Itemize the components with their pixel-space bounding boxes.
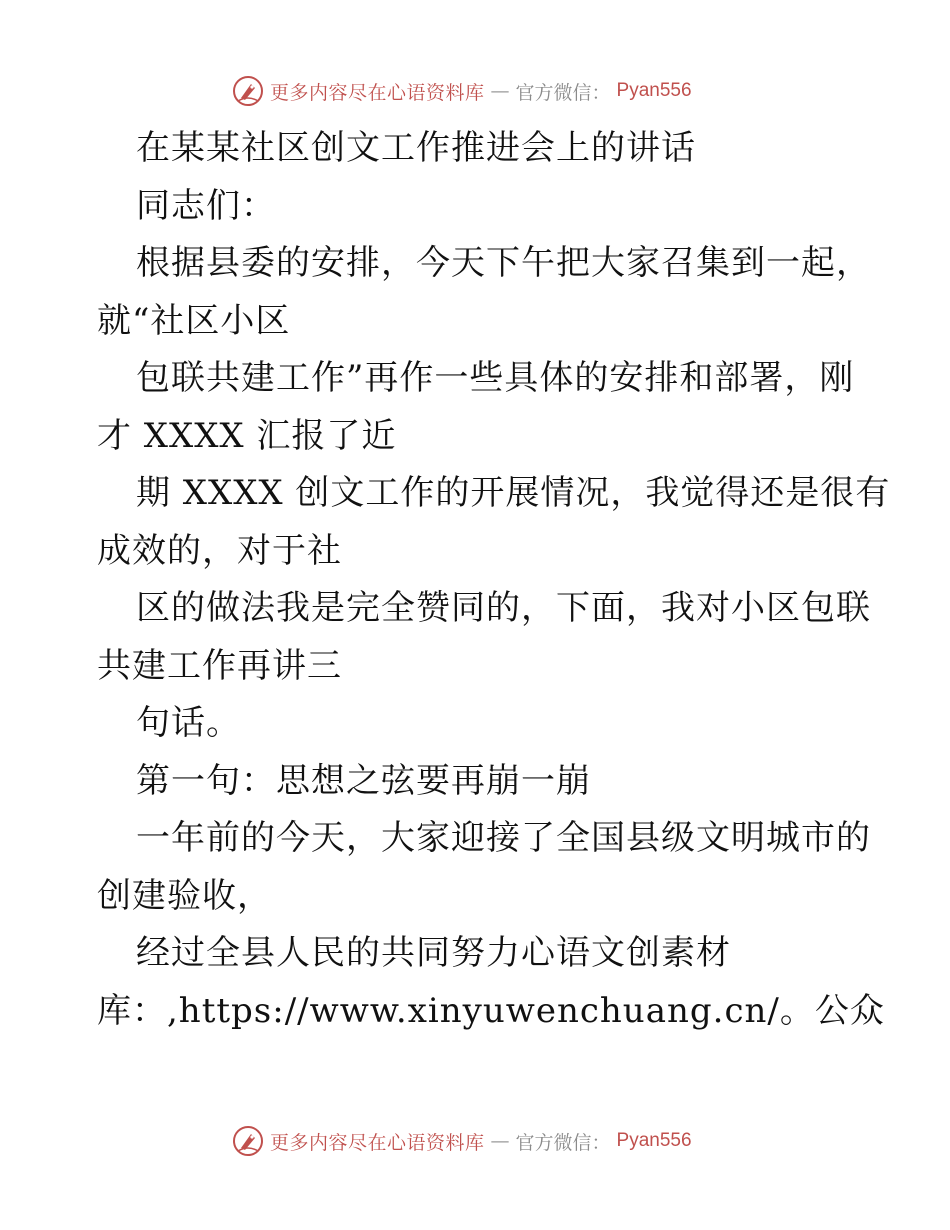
pen-nib-logo-icon bbox=[232, 75, 264, 107]
document-body bbox=[97, 120, 891, 1040]
text-line: 成效的，对于社 bbox=[97, 530, 342, 571]
url-line: 库：,https://www.xinyuwenchuang.cn/。公众 bbox=[97, 990, 885, 1031]
text-line: 经过全县人民的共同努力心语文创素材 bbox=[136, 933, 731, 973]
banner-wechat-label: 官方微信： bbox=[515, 1131, 611, 1154]
document-title: 在某某社区创文工作推进会上的讲话 bbox=[136, 128, 696, 168]
banner-wechat-label: 官方微信： bbox=[515, 81, 611, 104]
text-line: 就“社区小区 bbox=[97, 300, 291, 341]
text-line: 才 XXXX 汇报了近 bbox=[97, 415, 397, 456]
banner-title: 更多内容尽在心语资料库 bbox=[270, 1131, 485, 1154]
banner-wechat-id: Pyan556 bbox=[616, 80, 692, 101]
text-line: 根据县委的安排，今天下午把大家召集到一起， bbox=[136, 243, 871, 283]
text-line: 期 XXXX 创文工作的开展情况，我觉得还是很有 bbox=[136, 473, 891, 513]
banner-wechat-id: Pyan556 bbox=[616, 1130, 692, 1151]
footer-banner bbox=[232, 1124, 692, 1158]
text-line: 句话。 bbox=[136, 703, 241, 743]
text-line: 一年前的今天，大家迎接了全国县级文明城市的 bbox=[136, 818, 871, 858]
banner-separator: — bbox=[490, 1130, 510, 1152]
text-line: 包联共建工作”再作一些具体的安排和部署，刚 bbox=[136, 358, 855, 398]
text-line: 共建工作再讲三 bbox=[97, 645, 342, 686]
text-line: 区的做法我是完全赞同的，下面，我对小区包联 bbox=[136, 588, 871, 628]
section-heading: 第一句：思想之弦要再崩一崩 bbox=[136, 760, 591, 801]
header-banner bbox=[232, 74, 692, 108]
text-line: 创建验收， bbox=[97, 875, 272, 916]
banner-title: 更多内容尽在心语资料库 bbox=[270, 81, 485, 104]
salutation: 同志们： bbox=[136, 185, 276, 226]
pen-nib-logo-icon bbox=[232, 1125, 264, 1157]
banner-separator: — bbox=[490, 80, 510, 102]
